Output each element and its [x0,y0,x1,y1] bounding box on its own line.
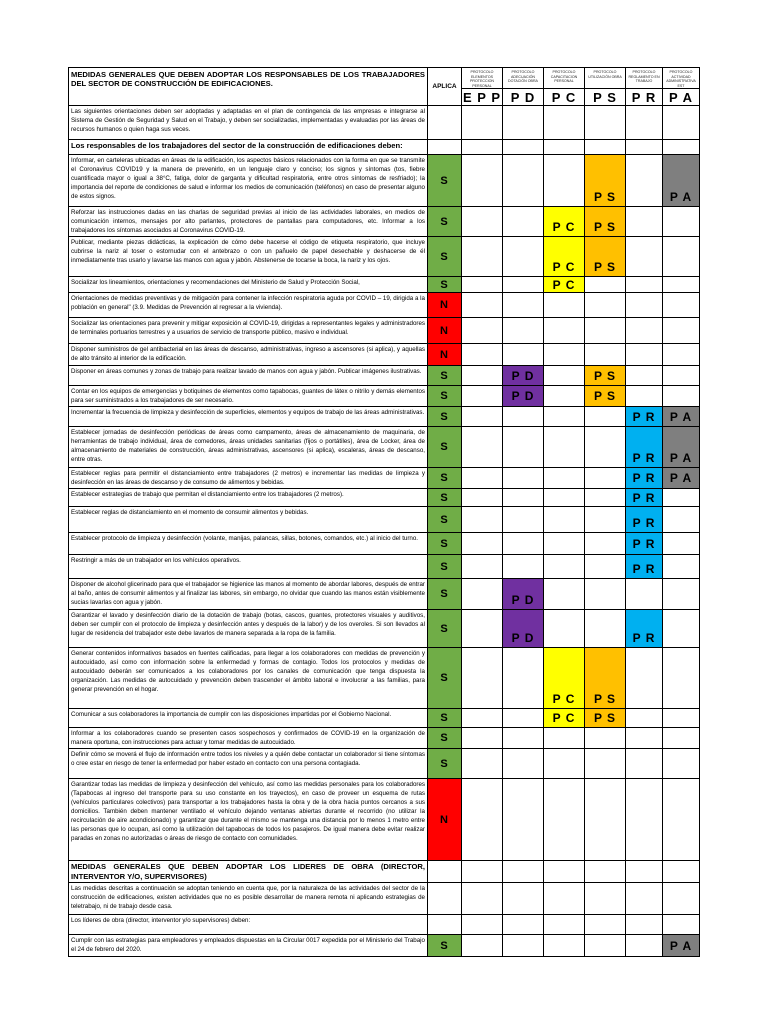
table-row [69,293,700,318]
header-row [69,68,700,89]
protocol-cell-ps [585,277,626,293]
section-heading: MEDIDAS GENERALES QUE DEBEN ADOPTAR LOS LIDERES DE OBRA (DIRECTOR, INTERVENTOR Y/O, SUPERVISORES) [69,861,428,883]
measure-text: Establecer protocolo de limpieza y desinfección (volante, manijas, palancas, sillas, botones, comandos, etc.) al inicio del turno. [69,533,428,555]
measure-text: Disponer en áreas comunes y zonas de trabajo para realizar lavado de manos con agua y jabón. Publicar imágenes ilustrativas. [69,366,428,386]
protocol-cell-ps [585,861,626,883]
protocol-cell-pc [544,318,585,344]
protocol-header-pc: PROTOCOLO CAPACITACION PERSONAL [544,68,585,89]
table-row [69,935,700,957]
protocol-cell-pa [663,237,700,277]
protocol-cell-pa [663,579,700,610]
aplica-cell: S [428,407,462,427]
protocol-cell-pd [503,648,544,709]
protocol-cell-pc [544,489,585,507]
protocol-cell-pr [626,728,663,749]
protocol-cell-pa [663,861,700,883]
protocol-cell-pa [663,555,700,579]
protocol-cell-pr [626,579,663,610]
aplica-cell [428,861,462,883]
protocol-cell-epp [462,366,503,386]
table-row [69,155,700,207]
protocol-cell-pc [544,533,585,555]
protocol-cell-pc [544,579,585,610]
aplica-cell: S [428,427,462,468]
protocol-cell-pd [503,489,544,507]
protocol-cell-pr [626,386,663,407]
table-row [69,883,700,915]
protocol-cell-ps [585,555,626,579]
protocol-cell-pd: P D [503,366,544,386]
code-header-pr: P R [626,89,663,106]
measure-text: Establecer reglas para permitir el distanciamiento entre trabajadores (2 metros) e incrementar las medidas de limpieza y desinfección en las áreas de descanso y de consumo de alimentos y bebidas. [69,468,428,489]
table-row [69,728,700,749]
protocol-cell-ps [585,749,626,779]
protocol-cell-ps: P S [585,155,626,207]
protocol-cell-ps [585,728,626,749]
protocol-cell-epp [462,610,503,648]
measure-text: Informar a los colaboradores cuando se presenten casos sospechosos y confirmados de COVID-19 en la organización de manera oportuna, con instrucciones para actuar y tomar medidas de autocuidado. [69,728,428,749]
measure-text: Orientaciones de medidas preventivas y de mitigación para contener la infección respiratoria aguda por COVID – 19, dirigida a la población en general" (3.9. Medidas de Prevención al regresar a la vivienda). [69,293,428,318]
measure-text: Contar en los equipos de emergencias y botiquines de elementos como tapabocas, guantes de látex o nitrilo y demás elementos para ser suministrados a los trabajadores de ser necesario. [69,386,428,407]
protocol-cell-pa [663,344,700,366]
protocol-cell-pc: P C [544,207,585,237]
protocol-cell-epp [462,648,503,709]
protocol-cell-epp [462,407,503,427]
measure-text: Informar, en carteleras ubicadas en áreas de la edificación, los aspectos básicos relacionados con la forma en que se transmite el Coronavirus COVID19 y la manera de prevenirlo, en un lenguaje claro y conciso; los signos y síntomas (tos, fiebre cuantificada mayor o igual a 38°C, fatiga, dolor de garganta y dificultad respiratoria, entre otros síntomas de resfriado); la importancia del reporte de condiciones de salud e informar los medios de comunicación (teléfonos) en caso de presentar alguno de estos signos. [69,155,428,207]
table-row [69,779,700,861]
protocol-cell-pr: P R [626,610,663,648]
protocol-cell-pd [503,533,544,555]
measure-text: Establecer reglas de distanciamiento en el momento de consumir alimentos y bebidas. [69,507,428,533]
aplica-cell: S [428,728,462,749]
protocol-cell-pd [503,915,544,935]
aplica-cell [428,106,462,140]
aplica-cell: S [428,533,462,555]
protocol-cell-pa [663,207,700,237]
protocol-cell-epp [462,555,503,579]
protocol-cell-pr [626,779,663,861]
protocol-cell-pc: P C [544,277,585,293]
protocol-cell-pc [544,344,585,366]
protocol-cell-pr: P R [626,468,663,489]
protocol-cell-pa: P A [663,935,700,957]
protocol-cell-ps [585,883,626,915]
protocol-cell-epp [462,749,503,779]
protocol-cell-pd [503,277,544,293]
protocol-cell-pr [626,648,663,709]
protocol-cell-pr [626,106,663,140]
protocol-cell-pr [626,709,663,728]
protocol-cell-epp [462,935,503,957]
table-row [69,427,700,468]
protocol-cell-pr [626,749,663,779]
measure-text: Publicar, mediante piezas didácticas, la explicación de cómo debe hacerse el código de etiqueta respiratorio, que incluye cubrirse la nariz al toser o estornudar con el antebrazo o con un pañuelo de papel desechable y deshacerse de él inmediatamente tras usarlo y lavarse las manos con agua y jabón. Abstenerse de tocarse la boca, la nariz y los ojos. [69,237,428,277]
protocol-cell-pr [626,207,663,237]
protocol-cell-epp [462,237,503,277]
protocol-cell-ps [585,318,626,344]
protocol-cell-pd [503,749,544,779]
protocol-cell-epp [462,140,503,155]
table-row [69,648,700,709]
aplica-cell: S [428,749,462,779]
protocol-cell-pr [626,293,663,318]
protocol-cell-ps [585,140,626,155]
protocol-cell-epp [462,318,503,344]
protocol-cell-epp [462,386,503,407]
protocol-cell-pd [503,318,544,344]
protocol-cell-ps: P S [585,366,626,386]
protocol-cell-epp [462,883,503,915]
aplica-cell: S [428,610,462,648]
aplica-cell: S [428,555,462,579]
measure-text: Generar contenidos informativos basados en fuentes calificadas, para llegar a los colaboradores con medidas de prevención y autocuidado, así como con información sobre la enfermedad y formas de contagio. Todos los protocolos y medidas de autocuidado deberán ser comunicados a los colaboradores por los canales de comunicación que tenga dispuesta la organización. Las medidas de autocuidado y prevención deben trascender el ámbito laboral e involucrar a las familias, para generar prevención en el hogar. [69,648,428,709]
protocol-cell-pc [544,106,585,140]
protocol-cell-pa [663,610,700,648]
protocol-cell-pd [503,155,544,207]
protocol-cell-pd [503,935,544,957]
protocol-cell-ps [585,779,626,861]
protocol-cell-ps [585,344,626,366]
protocol-cell-ps [585,507,626,533]
protocol-cell-pc: P C [544,709,585,728]
protocol-cell-pd [503,507,544,533]
aplica-cell: S [428,935,462,957]
aplica-cell: N [428,318,462,344]
protocol-cell-pa [663,507,700,533]
measure-text: Establecer estrategias de trabajo que permitan el distanciamiento entre los trabajadores (2 metros). [69,489,428,507]
protocol-cell-pc [544,140,585,155]
protocol-cell-pr: P R [626,507,663,533]
protocol-cell-pc [544,749,585,779]
table-row [69,344,700,366]
table-body [69,106,700,957]
aplica-cell: S [428,648,462,709]
measure-text: Reforzar las instrucciones dadas en las charlas de seguridad previas al inicio de las actividades laborales, en medios de comunicación internos, mensajes por alto parlantes, protectores de pantallas para computadores, etc. Informar a los trabajadores los síntomas asociados al Coronavirus COVID-19. [69,207,428,237]
protocol-cell-pa [663,386,700,407]
protocol-cell-pr [626,366,663,386]
protocol-cell-pr: P R [626,489,663,507]
protocol-cell-epp [462,779,503,861]
protocol-cell-pr: P R [626,407,663,427]
protocol-cell-pd [503,106,544,140]
measure-text: Restringir a más de un trabajador en los vehículos operativos. [69,555,428,579]
measure-text: Garantizar el lavado y desinfección diario de la dotación de trabajo (botas, cascos, guantes, protectores visuales y auditivos, deben ser cumplir con el protocolo de limpieza y desinfección antes y después de la labor) y de los overoles. Si son llevados al lugar de residencia del trabajador este debe lavarlos de manera separada a la ropa de la familia. [69,610,428,648]
aplica-cell: N [428,779,462,861]
table-row [69,106,700,140]
document-page [68,67,700,957]
protocol-cell-epp [462,728,503,749]
protocol-cell-pa [663,533,700,555]
aplica-cell [428,140,462,155]
protocol-cell-pc [544,610,585,648]
table-row [69,915,700,935]
protocol-header-ps: PROTOCOLO UTILIZACIÓN OBRA [585,68,626,89]
protocol-cell-pc [544,427,585,468]
protocol-cell-pr [626,883,663,915]
protocol-cell-ps [585,293,626,318]
code-header-ps: P S [585,89,626,106]
measure-text: Definir cómo se moverá el flujo de información entre todos los niveles y a quién debe contactar un colaborador si tiene síntomas o cree estar en riesgo de tener la enfermedad por haber estado en contacto con una persona contagiada. [69,749,428,779]
protocol-cell-epp [462,207,503,237]
code-header-pc: P C [544,89,585,106]
measure-text: Cumplir con las estrategias para empleadores y empleados dispuestas en la Circular 0017 expedida por el Ministerio del Trabajo el 24 de febrero del 2020. [69,935,428,957]
protocol-cell-ps [585,610,626,648]
protocol-cell-ps: P S [585,237,626,277]
table-row [69,507,700,533]
protocol-header-pr: PROTOCOLO REGLAMENTO EN TRABAJO [626,68,663,89]
protocol-cell-ps [585,427,626,468]
protocol-cell-pd [503,728,544,749]
protocol-cell-pd [503,207,544,237]
protocol-cell-pc [544,555,585,579]
protocol-cell-epp [462,344,503,366]
table-row [69,386,700,407]
protocol-cell-pd [503,407,544,427]
aplica-header: APLICA [428,68,462,106]
protocol-cell-pc [544,366,585,386]
protocol-cell-ps [585,915,626,935]
protocol-cell-pr [626,155,663,207]
protocol-cell-pc [544,779,585,861]
measure-text: Comunicar a sus colaboradores la importancia de cumplir con las disposiciones impartidas por el Gobierno Nacional. [69,709,428,728]
table-title: MEDIDAS GENERALES QUE DEBEN ADOPTAR LOS RESPONSABLES DE LOS TRABAJADORES DEL SECTOR DE CONSTRUCCIÓN DE EDIFICACIONES. [69,68,428,106]
protocol-cell-pa: P A [663,427,700,468]
protocol-cell-epp [462,579,503,610]
protocol-cell-epp [462,427,503,468]
protocol-cell-pr [626,915,663,935]
protocol-cell-pa [663,106,700,140]
aplica-cell: N [428,344,462,366]
protocol-cell-ps: P S [585,386,626,407]
protocol-cell-pa [663,318,700,344]
table-row [69,555,700,579]
protocol-cell-pd [503,861,544,883]
measure-text: Establecer jornadas de desinfección periódicas de áreas como campamento, áreas de almacenamiento de maquinaria, de herramientas de trabajo individual, área de comedores, áreas unidades sanitarias (fijos o portátiles), área de Locker, área de almacenamiento de materiales de construcción, áreas administrativas, ascensores (si aplica), escaleras, áreas de descanso, entre otras. [69,427,428,468]
protocol-cell-pc [544,386,585,407]
protocol-cell-pc [544,468,585,489]
protocol-cell-pd [503,293,544,318]
protocol-cell-pa [663,749,700,779]
table-row [69,140,700,155]
protocol-cell-pd [503,709,544,728]
protocol-cell-epp [462,533,503,555]
protocol-cell-pr: P R [626,427,663,468]
protocol-cell-ps [585,935,626,957]
measure-text: Socializar los lineamientos, orientaciones y recomendaciones del Ministerio de Salud y Protección Social, [69,277,428,293]
protocol-cell-ps: P S [585,207,626,237]
protocol-cell-pr: P R [626,533,663,555]
protocol-cell-pc [544,155,585,207]
table-row [69,407,700,427]
protocol-cell-pa [663,915,700,935]
protocol-cell-ps: P S [585,648,626,709]
protocol-cell-pa: P A [663,155,700,207]
code-header-pa: P A [663,89,700,106]
measure-text: Garantizar todas las medidas de limpieza y desinfección del vehículo, así como las medidas personales para los colaboradores (Tapabocas al ingreso del transporte para su uso constante en los trayectos), en caso de proveer un esquema de rutas (vehículos particulares colectivos) para transportar a los trabajadores hasta la obra y de la obra hacia puntos cercanos a sus domicilios. También deben mantener ventilado el vehículo dejando ventanas abiertas durante el recorrido (no utilizar la recirculación de aire acondicionado) y garantizar que durante el mismo se mantenga una distancia por lo menos 1 metro entre las personas que lo ocupan, así como la utilización del tapabocas de todos los pasajeros. De igual manera debe evitar realizar paradas en zonas no autorizadas o áreas de riesgo de contacto con comunidades. [69,779,428,861]
protocol-cell-pa [663,709,700,728]
protocol-cell-pc: P C [544,648,585,709]
table-row [69,489,700,507]
table-row [69,610,700,648]
protocol-cell-pd: P D [503,610,544,648]
protocol-cell-epp [462,106,503,140]
table-row [69,207,700,237]
protocol-cell-pd [503,468,544,489]
section-note: Las siguientes orientaciones deben ser adoptadas y adaptadas en el plan de contingencia de las empresas e integrarse al Sistema de Gestión de Seguridad y Salud en el Trabajo, y deben ser socializadas, implementadas y evaluadas por las áreas de recursos humanos o quien haga sus veces. [69,106,428,140]
protocol-cell-pa [663,293,700,318]
table-row [69,533,700,555]
protocol-cell-pc [544,935,585,957]
protocol-cell-epp [462,277,503,293]
protocol-cell-pa [663,489,700,507]
protocol-cell-pd: P D [503,386,544,407]
protocol-cell-pc [544,293,585,318]
protocol-cell-ps [585,533,626,555]
aplica-cell [428,915,462,935]
protocol-cell-epp [462,293,503,318]
aplica-cell: S [428,366,462,386]
table-row [69,277,700,293]
table-row [69,468,700,489]
protocol-cell-pa [663,648,700,709]
aplica-cell: S [428,386,462,407]
protocol-cell-pa [663,779,700,861]
protocol-cell-pc [544,407,585,427]
protocol-cell-pc [544,507,585,533]
protocol-cell-pd [503,344,544,366]
protocol-cell-epp [462,155,503,207]
aplica-cell: S [428,277,462,293]
protocol-cell-pc [544,861,585,883]
protocol-cell-pr [626,237,663,277]
table-row [69,579,700,610]
section-note: Los líderes de obra (director, interventor y/o supervisores) deben: [69,915,428,935]
aplica-cell: S [428,489,462,507]
section-heading: Los responsables de los trabajadores del sector de la construcción de edificaciones deben: [69,140,428,155]
protocol-cell-ps [585,468,626,489]
measures-table [68,67,700,957]
protocol-cell-pr [626,140,663,155]
protocol-cell-pc [544,915,585,935]
protocol-cell-pa [663,366,700,386]
protocol-cell-pc [544,883,585,915]
measure-text: Disponer suministros de gel antibacterial en las áreas de descanso, administrativas, ingreso a ascensores (si aplica), y aquellas de alto tránsito al interior de la edificación. [69,344,428,366]
table-row [69,749,700,779]
aplica-cell [428,883,462,915]
protocol-cell-pd [503,237,544,277]
protocol-cell-pd [503,883,544,915]
protocol-cell-epp [462,709,503,728]
protocol-header-pd: PROTOCOLO ADECUACIÓN DOTACIÓN OBRA [503,68,544,89]
protocol-cell-pr [626,935,663,957]
aplica-cell: S [428,237,462,277]
measure-text: Disponer de alcohol glicerinado para que el trabajador se higienice las manos al momento de abordar labores, después de entrar al baño, antes de consumir alimentos y al finalizar las labores, sin embargo, no olvidar que cuando las manos están visiblemente sucias lavarlas con agua y jabón. [69,579,428,610]
protocol-cell-pc: P C [544,237,585,277]
protocol-cell-epp [462,489,503,507]
aplica-cell: S [428,709,462,728]
table-row [69,237,700,277]
aplica-cell: S [428,507,462,533]
protocol-cell-ps [585,407,626,427]
protocol-cell-epp [462,468,503,489]
protocol-cell-pa: P A [663,468,700,489]
protocol-cell-pa [663,883,700,915]
protocol-cell-pr [626,318,663,344]
protocol-cell-ps [585,489,626,507]
protocol-cell-pa: P A [663,407,700,427]
protocol-cell-pr [626,861,663,883]
protocol-header-epp: PROTOCOLO ELEMENTOS PROTECCION PERSONAL [462,68,503,89]
protocol-cell-ps: P S [585,709,626,728]
aplica-cell: S [428,468,462,489]
table-row [69,318,700,344]
protocol-cell-ps [585,106,626,140]
aplica-cell: S [428,579,462,610]
table-row [69,366,700,386]
protocol-cell-pr: P R [626,555,663,579]
protocol-cell-pc [544,728,585,749]
protocol-cell-pd [503,427,544,468]
section-note: Las medidas descritas a continuación se adoptan teniendo en cuenta que, por la naturaleza de las actividades del sector de la construcción de edificaciones, existen actividades que no es posible desarrollar de manera remota ni aplicando estrategias de teletrabajo, ni de trabajo desde casa. [69,883,428,915]
protocol-cell-ps [585,579,626,610]
aplica-cell: S [428,207,462,237]
protocol-cell-pr [626,344,663,366]
aplica-cell: N [428,293,462,318]
code-header-pd: P D [503,89,544,106]
aplica-cell: S [428,155,462,207]
protocol-cell-pd [503,779,544,861]
protocol-cell-pa [663,140,700,155]
protocol-cell-pd [503,140,544,155]
protocol-cell-pd [503,555,544,579]
measure-text: Socializar las orientaciones para prevenir y mitigar exposición al COVID-19, dirigidas a representantes legales y administradores de terminales portuarios terrestres y a usuarios de servicio de transporte público, masivo e individual. [69,318,428,344]
protocol-cell-pr [626,277,663,293]
table-row [69,861,700,883]
table-row [69,709,700,728]
protocol-cell-epp [462,915,503,935]
protocol-cell-epp [462,507,503,533]
protocol-header-pa: PROTOCOLO ACTIVIDAD ADMINISTRATIVA EST [663,68,700,89]
protocol-cell-pd: P D [503,579,544,610]
code-header-epp: E P P [462,89,501,105]
protocol-cell-pa [663,277,700,293]
protocol-cell-epp [462,861,503,883]
measure-text: Incrementar la frecuencia de limpieza y desinfección de superficies, elementos y equipos de trabajo de las áreas administrativas. [69,407,428,427]
protocol-cell-pa [663,728,700,749]
